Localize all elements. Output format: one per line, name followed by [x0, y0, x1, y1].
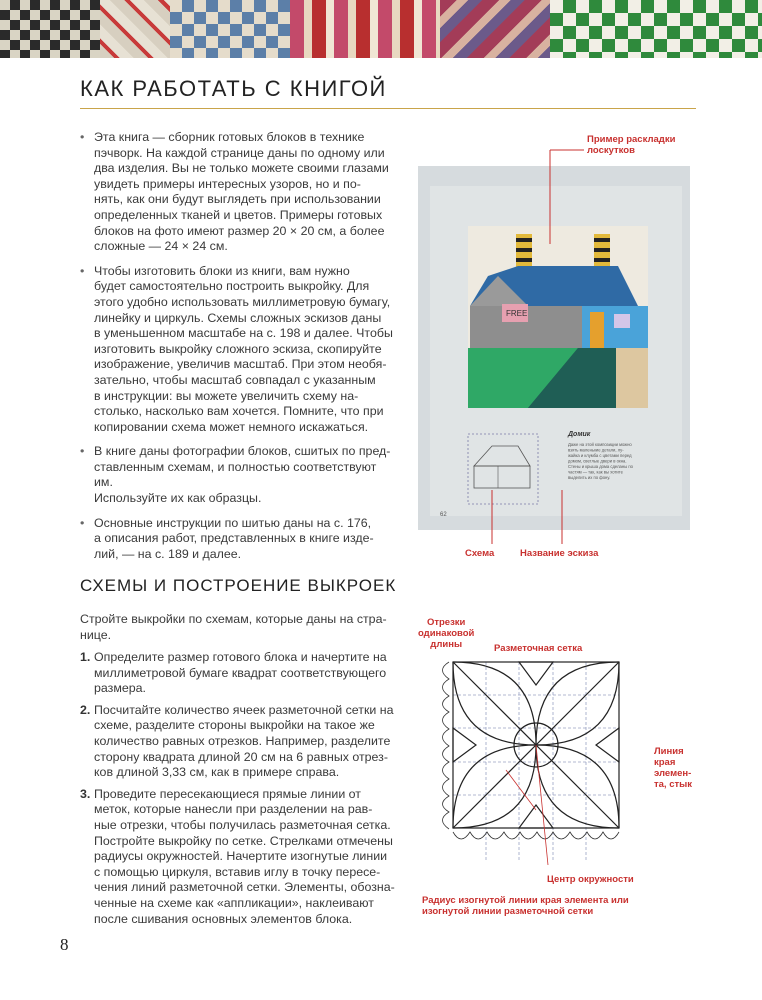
- callout-leader-layout: [540, 148, 600, 248]
- banner-quilt-1: [0, 0, 100, 58]
- bullet-item: • Основные инструкции по шитью даны на с. 176, а описания работ, представленных в книге изде- лий, — на с. 189 и далее.: [78, 516, 398, 563]
- bullet-item: • В книге даны фотографии блоков, сшитых по пред- ставленным схемам, и полностью соответствуют им. Используйте их как образцы.: [78, 444, 398, 506]
- page-title: КАК РАБОТАТЬ С КНИГОЙ: [80, 76, 387, 101]
- title-divider: [80, 108, 696, 109]
- page-ref: 62: [440, 512, 447, 518]
- banner-quilt-3: [170, 0, 290, 58]
- page-number: 8: [60, 935, 69, 954]
- top-banner: [0, 0, 762, 58]
- svg-text:Даже на этой композиции можнов: Даже на этой композиции можно взять маленькие детали, лу-жайка и клумба с цветами перед домом, светлые двери в окна. Стены и крыша дома сделаны по частям — так, как вы хотите выделить их по фону.: [568, 442, 633, 480]
- step-item: [80, 787, 400, 927]
- callout-sketch-name: Название эскиза: [520, 548, 599, 559]
- banner-quilt-6: [550, 0, 762, 58]
- step-number: 1.: [80, 650, 91, 664]
- callout-scheme: Схема: [465, 548, 495, 559]
- steps-list: [80, 650, 400, 933]
- step-text: Проведите пересекающиеся прямые линии от меток, которые нанесли при разделении на рав- ные отрезки, чтобы получилась разметочная сетка. Постройте выкройку по сетке. Стрелками отмечены радиусы окружностей. Начертите изогнутые линии с помощью циркуля, вставив иглу в точку пересе- чения линий разметочной сетки. Элементы, обозна- ченные на схеме как «аппликации», наклеивают после сшивания основных элементов блока.: [94, 786, 395, 926]
- section-title: СХЕМЫ И ПОСТРОЕНИЕ ВЫКРОЕК: [80, 576, 397, 595]
- step-text: Посчитайте количество ячеек разметочной сетки на схеме, разделите стороны выкройки на такое же количество равных отрезков. Например, разделите сторону квадрата длиной 20 см на 6 равных отрез- ков длиной 3,33 см, как в примере справа.: [94, 702, 394, 780]
- step-item: [80, 703, 400, 781]
- callout-layout-example: Пример раскладки лоскутков: [587, 134, 676, 156]
- banner-quilt-4: [290, 0, 440, 58]
- callout-circle-center: Центр окружности: [547, 874, 634, 885]
- callout-radius: Радиус изогнутой линии края элемента или изогнутой линии разметочной сетки: [422, 895, 629, 917]
- bullet-item: • Чтобы изготовить блоки из книги, вам нужно будет самостоятельно построить выкройку. Для этого удобно использовать миллиметровую бумагу, линейку и циркуль. Схемы сложных эскизов даны в уменьшенном масштабе на с. 198 и далее. Чтобы изготовить выкройку сложного эскиза, скопируйте изображение, увеличив масштаб. При этом необя- зательно, чтобы масштаб совпадал с указанным в инструкции: вы можете увеличить схему на- столько, насколько вам хочется. Помните, что при копировании схема может немного искажаться.: [78, 264, 398, 436]
- pattern-scheme-diagram: [436, 650, 636, 870]
- callout-element-line: Линия края элемен- та, стык: [654, 746, 693, 790]
- section-intro: Стройте выкройки по схемам, которые даны на стра- нице.: [80, 612, 387, 642]
- banner-quilt-5: [440, 0, 550, 58]
- step-item: [80, 650, 400, 697]
- step-text: Определите размер готового блока и начертите на миллиметровой бумаге квадрат соответствующего размера.: [94, 650, 387, 696]
- callout-grid: Разметочная сетка: [494, 643, 583, 654]
- step-number: 2.: [80, 702, 91, 717]
- callout-leaders-bottom: [480, 490, 600, 550]
- sketch-title: Домик: [568, 431, 591, 438]
- intro-bullet-list: [78, 130, 398, 571]
- bullet-item: • Эта книга — сборник готовых блоков в технике пэчворк. На каждой странице даны по одному или два изделия. Вы не только можете своими глазами увидеть примеры интересных узоров, но и по- нять, как они будут выглядеть при использовании определенных тканей и цветов. Примеры готовых блоков на фото имеют размер 20 × 20 см, а более сложные — 24 × 24 см.: [78, 130, 398, 255]
- callout-equal-segments: Отрезки одинаковой длины: [418, 617, 475, 650]
- step-number: 3.: [80, 786, 91, 801]
- fabric-label: FREE: [506, 309, 528, 318]
- banner-quilt-2: [100, 0, 170, 58]
